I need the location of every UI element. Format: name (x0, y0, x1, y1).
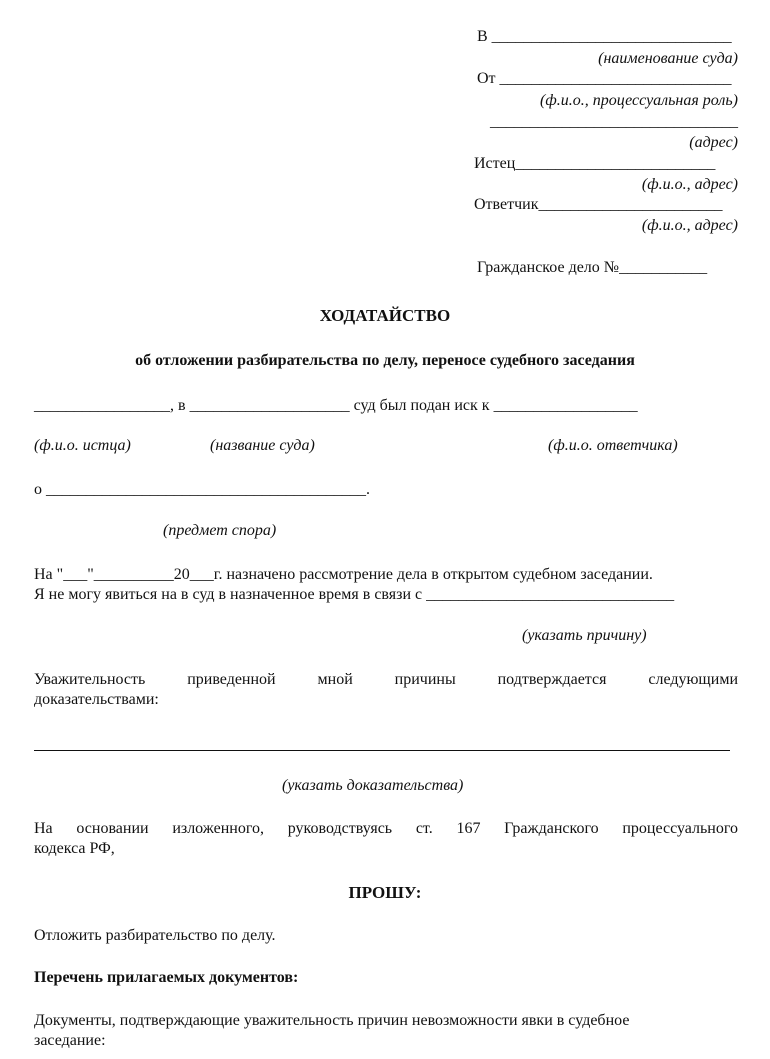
subject-hint: (предмет спора) (163, 522, 277, 539)
from-field (477, 70, 732, 88)
attachments-title: Перечень прилагаемых документов: (34, 969, 299, 986)
evidence-hint: (указать доказательства) (282, 777, 464, 794)
document-title: ХОДАТАЙСТВО (319, 306, 451, 325)
court-hint: (наименование суда) (598, 50, 738, 67)
court-underline: ______________________________ (491, 28, 732, 45)
subject-prefix: о (34, 481, 46, 498)
evidence-line-1: Уважительность приведенной мной причины подтверждается следующими (34, 671, 738, 688)
plaintiff-hint: (ф.и.о., адрес) (641, 176, 738, 193)
court-field (477, 28, 732, 46)
request-text: Отложить разбирательство по делу. (34, 927, 276, 944)
from-prefix: От (477, 70, 500, 87)
court-name-hint: (название суда) (210, 437, 315, 454)
attachments-line-2: заседание: (34, 1032, 106, 1049)
evidence-line-2: доказательствами: (34, 691, 159, 708)
defendant-field (474, 196, 722, 214)
document-subtitle: об отложении разбирательства по делу, переносе судебного заседания (135, 352, 635, 369)
from-hint: (ф.и.о., процессуальная роль) (540, 92, 738, 109)
basis-line-1: На основании изложенного, руководствуясь ст. 167 Гражданского процессуального (34, 820, 738, 837)
defendant-underline: _______________________ (538, 196, 723, 213)
hearing-line-1: На "___"__________20___г. назначено рассмотрение дела в открытом судебном заседании. (34, 566, 653, 583)
evidence-underline (34, 750, 730, 751)
defendant-label: Ответчик (474, 196, 539, 213)
court-prefix: В (477, 28, 492, 45)
filing-sep-2: суд был подан иск к (349, 397, 494, 414)
case-underline: ___________ (619, 259, 708, 276)
subject-line (34, 481, 370, 499)
basis-line-2: кодекса РФ, (34, 840, 115, 857)
filing-sep-1: , в (170, 397, 190, 414)
plaintiff-underline: _________________________ (515, 155, 716, 172)
attachments-line-1: Документы, подтверждающие уважительность причин невозможности явки в судебное (34, 1012, 630, 1029)
subject-blank: ________________________________________ (46, 481, 366, 498)
case-label: Гражданское дело № (477, 259, 620, 276)
address-underline: _______________________________ (490, 113, 738, 130)
plaintiff-blank: _________________ (34, 397, 170, 414)
defendant-blank: __________________ (493, 397, 638, 414)
from-underline: _____________________________ (499, 70, 732, 87)
request-title: ПРОШУ: (348, 883, 422, 902)
plaintiff-name-hint: (ф.и.о. истца) (34, 437, 131, 454)
address-hint: (адрес) (689, 134, 738, 151)
subject-suffix: . (366, 481, 370, 498)
filing-line (34, 397, 638, 415)
plaintiff-label: Истец (474, 155, 516, 172)
court-blank: ____________________ (189, 397, 350, 414)
plaintiff-field (474, 155, 715, 173)
defendant-name-hint: (ф.и.о. ответчика) (548, 437, 678, 454)
hearing-line-2-text: Я не могу явиться на в суд в назначенное время в связи с (34, 586, 427, 603)
reason-blank: _______________________________ (426, 586, 675, 603)
case-number-field (477, 259, 707, 277)
reason-hint: (указать причину) (522, 627, 647, 644)
hearing-line-2 (34, 586, 674, 604)
defendant-hint: (ф.и.о., адрес) (641, 217, 738, 234)
